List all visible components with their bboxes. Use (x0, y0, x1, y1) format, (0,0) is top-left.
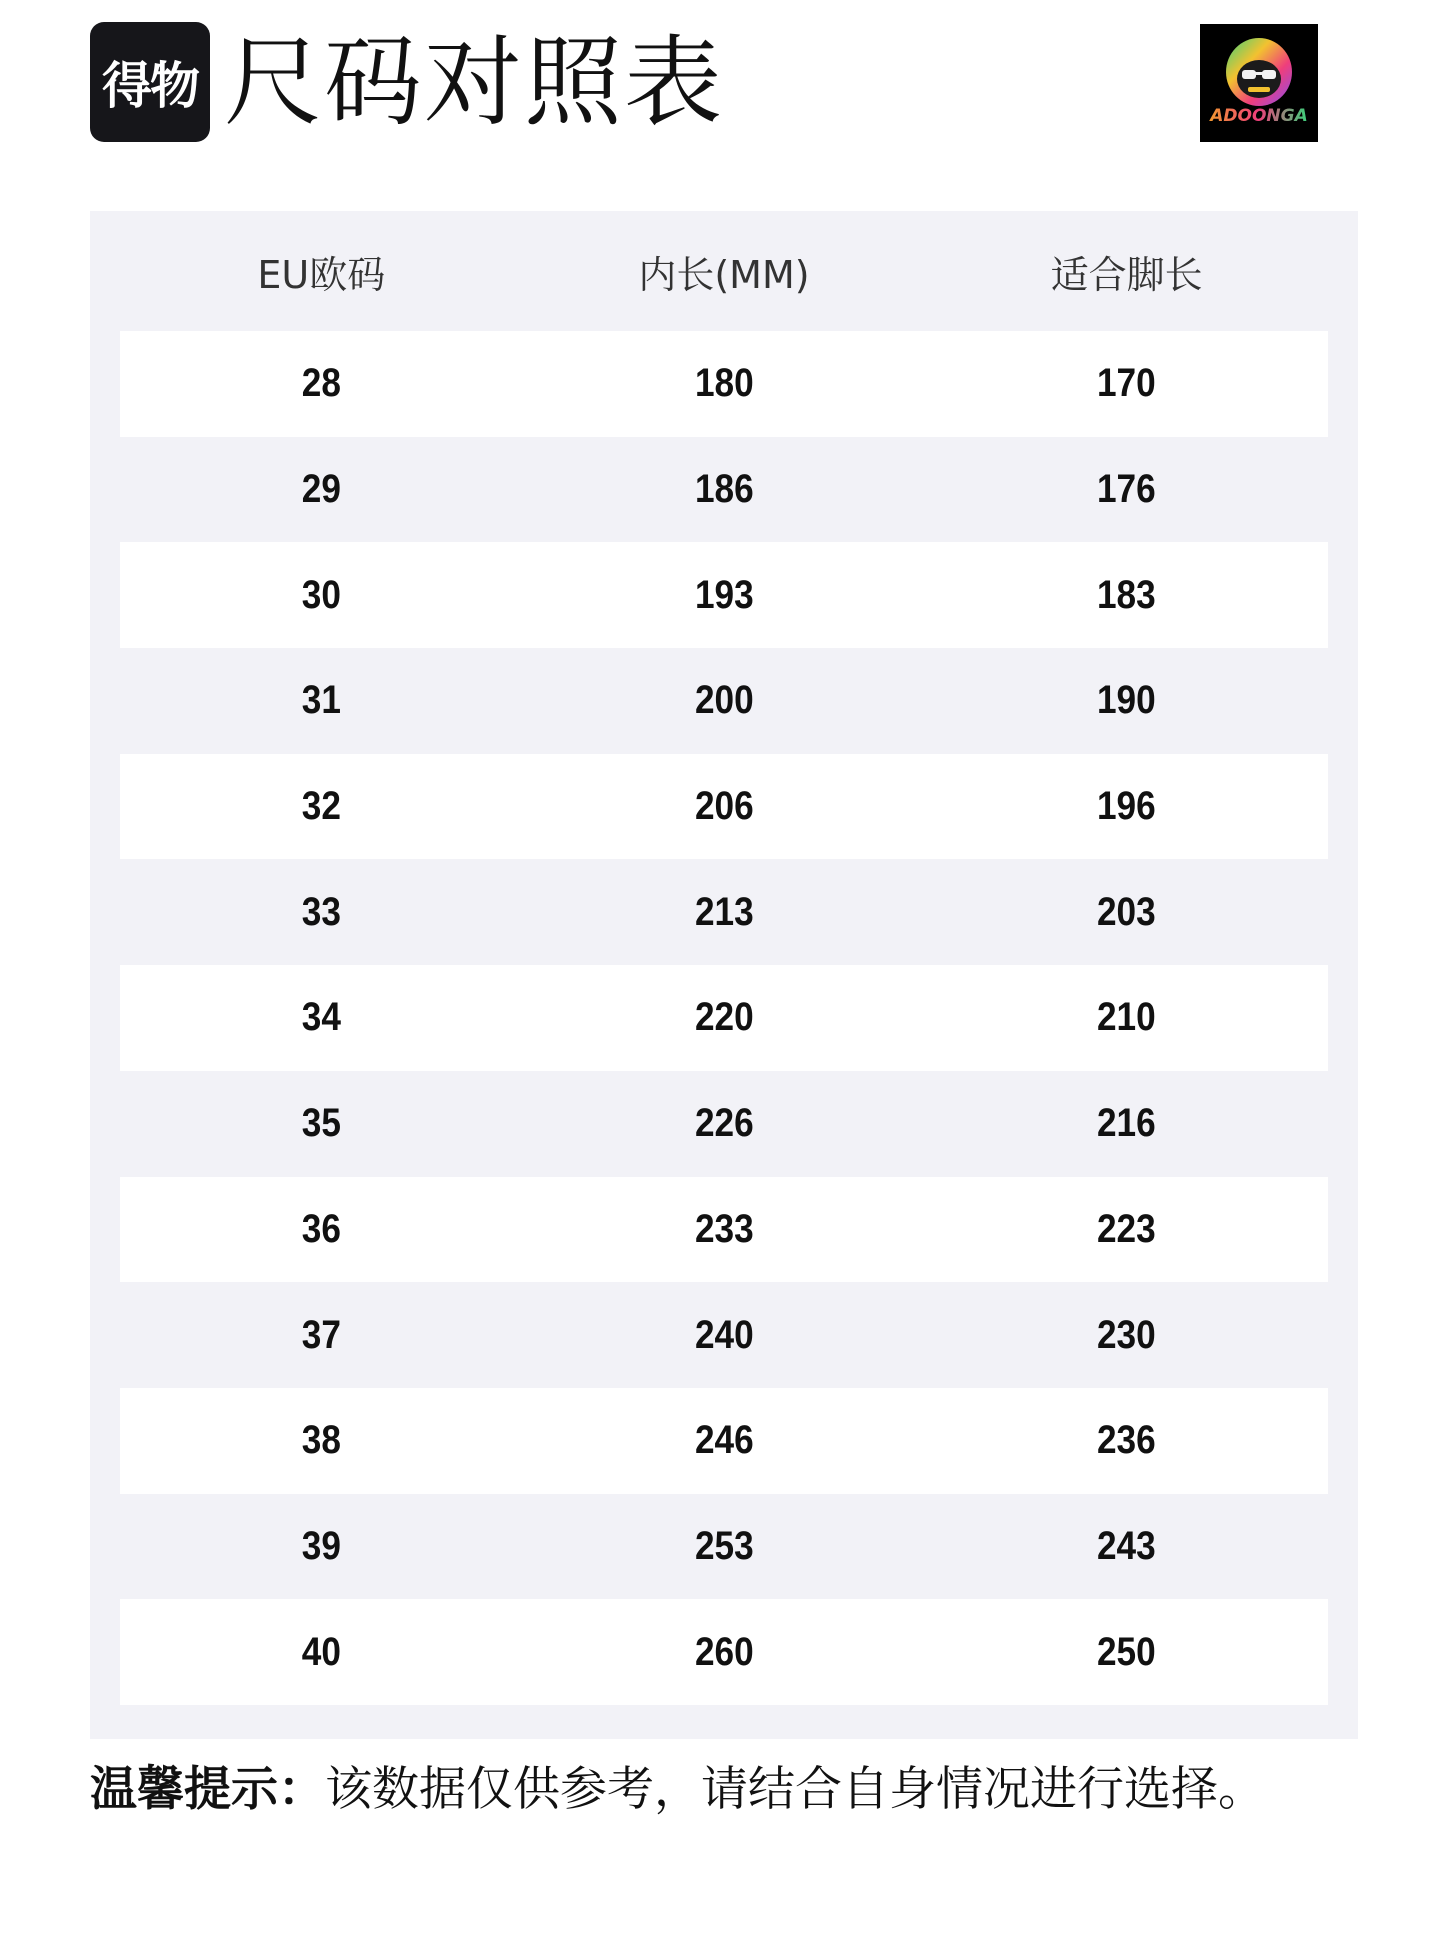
table-row (120, 437, 1328, 543)
cell-foot-length: 243 (1097, 1523, 1157, 1568)
cell-eu-size: 40 (301, 1629, 341, 1674)
cell-eu-size: 34 (301, 995, 341, 1040)
cell-eu-size: 36 (301, 1206, 341, 1251)
cell-foot-length: 250 (1097, 1629, 1157, 1674)
table-row (120, 648, 1328, 754)
tip-note (90, 1755, 1350, 1825)
cell-foot-length: 190 (1097, 678, 1157, 723)
cell-inner-length: 206 (694, 784, 754, 829)
page-title: 尺码对照表 (224, 26, 725, 140)
column-header-foot-length: 适合脚长 (1050, 252, 1203, 297)
cell-eu-size: 30 (301, 572, 341, 617)
cell-foot-length: 236 (1097, 1418, 1157, 1463)
table-row (120, 1388, 1328, 1494)
cell-eu-size: 31 (301, 678, 341, 723)
cell-inner-length: 260 (694, 1629, 754, 1674)
cell-inner-length: 240 (694, 1312, 754, 1357)
cell-inner-length: 220 (694, 995, 754, 1040)
cell-eu-size: 39 (301, 1523, 341, 1568)
table-row (120, 1071, 1328, 1177)
cell-eu-size: 28 (301, 361, 341, 406)
table-row (120, 331, 1328, 437)
table-row (120, 754, 1328, 860)
column-header-inner-length: 内长(MM) (638, 252, 810, 297)
cell-inner-length: 200 (694, 678, 754, 723)
cell-eu-size: 33 (301, 889, 341, 934)
cell-foot-length: 196 (1097, 784, 1157, 829)
cell-foot-length: 230 (1097, 1312, 1157, 1357)
page-header (90, 22, 1322, 144)
column-header-eu-size: EU欧码 (257, 252, 386, 297)
table-row (120, 1599, 1328, 1705)
brand-logo-text: 得物 (102, 57, 198, 115)
cell-foot-length: 203 (1097, 889, 1157, 934)
size-chart-table (90, 211, 1358, 1739)
brand-logo (90, 22, 210, 142)
table-body (120, 331, 1328, 1705)
cell-foot-length: 170 (1097, 361, 1157, 406)
table-row (120, 965, 1328, 1071)
cell-inner-length: 193 (694, 572, 754, 617)
adoonga-logo (1200, 24, 1318, 142)
cell-foot-length: 210 (1097, 995, 1157, 1040)
cell-foot-length: 223 (1097, 1206, 1157, 1251)
cell-eu-size: 38 (301, 1418, 341, 1463)
cell-inner-length: 233 (694, 1206, 754, 1251)
cell-eu-size: 29 (301, 467, 341, 512)
table-row (120, 1177, 1328, 1283)
adoonga-logo-text: ADOONGA (1210, 106, 1308, 126)
cell-eu-size: 37 (301, 1312, 341, 1357)
cell-inner-length: 253 (694, 1523, 754, 1568)
cell-inner-length: 213 (694, 889, 754, 934)
cell-inner-length: 246 (694, 1418, 754, 1463)
table-row (120, 542, 1328, 648)
cell-inner-length: 226 (694, 1101, 754, 1146)
table-row (120, 1494, 1328, 1600)
cell-inner-length: 186 (694, 467, 754, 512)
cell-foot-length: 176 (1097, 467, 1157, 512)
table-header (120, 211, 1328, 331)
tip-label: 温馨提示： (90, 1762, 325, 1817)
cell-inner-length: 180 (694, 361, 754, 406)
cell-eu-size: 35 (301, 1101, 341, 1146)
cell-foot-length: 216 (1097, 1101, 1157, 1146)
cell-eu-size: 32 (301, 784, 341, 829)
table-row (120, 859, 1328, 965)
cell-foot-length: 183 (1097, 572, 1157, 617)
table-row (120, 1282, 1328, 1388)
tip-text: 该数据仅供参考，请结合自身情况进行选择。 (325, 1762, 1265, 1817)
